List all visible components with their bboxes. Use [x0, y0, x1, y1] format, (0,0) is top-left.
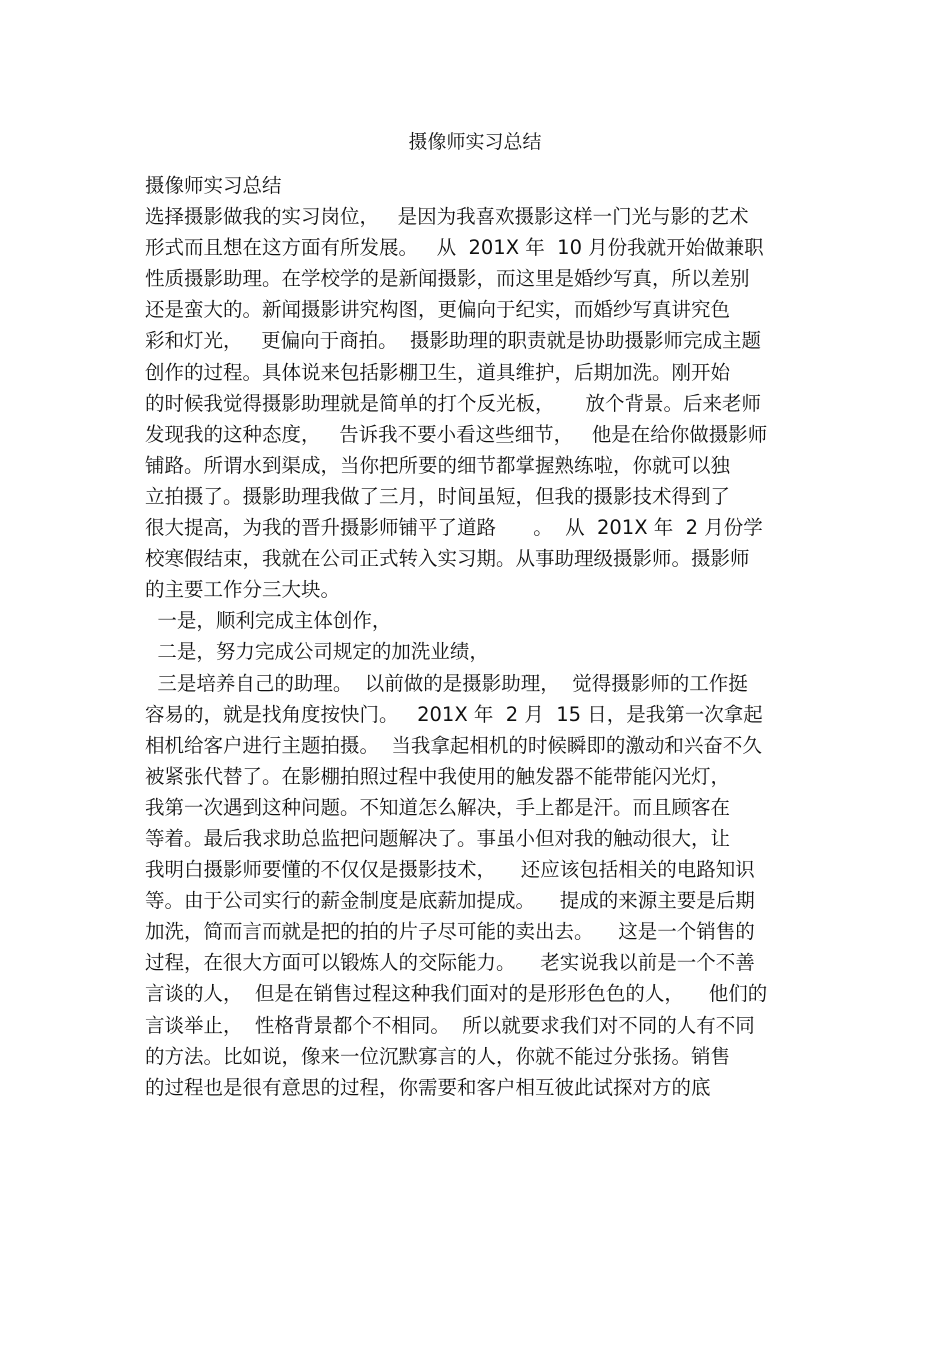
text-line: 的主要工作分三大块。 [145, 578, 341, 602]
text-line: 的过程也是很有意思的过程，你需要和客户相互彼此试探对方的底 [145, 1075, 711, 1099]
text-line: 校寒假结束，我就在公司正式转入实习期。从事助理级摄影师。摄影师 [145, 547, 750, 571]
text-line: 我明白摄影师要懂的不仅仅是摄影技术， 还应该包括相关的电路知识 [145, 858, 755, 882]
text-line: 言谈的人， 但是在销售过程这种我们面对的是形形色色的人， 他们的 [145, 982, 768, 1006]
text-line: 过程，在很大方面可以锻炼人的交际能力。 老实说我以前是一个不善 [145, 951, 755, 975]
text-line: 很大提高，为我的晋升摄影师铺平了道路 。 从 201X 年 2 月份学 [145, 516, 763, 540]
text-line: 彩和灯光， 更偏向于商拍。 摄影助理的职责就是协助摄影师完成主题 [145, 329, 761, 353]
document-title: 摄像师实习总结 [408, 131, 542, 153]
text-line: 创作的过程。具体说来包括影棚卫生，道具维护，后期加洗。刚开始 [145, 360, 731, 384]
text-line: 的方法。比如说，像来一位沉默寡言的人，你就不能过分张扬。销售 [145, 1044, 731, 1068]
text-line: 加洗，简而言而就是把的拍的片子尽可能的卖出去。 这是一个销售的 [145, 920, 755, 944]
text-line: 等着。最后我求助总监把问题解决了。事虽小但对我的触动很大，让 [145, 826, 731, 850]
text-line: 发现我的这种态度， 告诉我不要小看这些细节， 他是在给你做摄影师 [145, 422, 768, 446]
text-line: 还是蛮大的。新闻摄影讲究构图，更偏向于纪实，而婚纱写真讲究色 [145, 298, 731, 322]
text-line: 被紧张代替了。在影棚拍照过程中我使用的触发器不能带能闪光灯， [145, 764, 731, 788]
text-line: 一是，顺利完成主体创作， [145, 609, 392, 633]
text-line: 容易的，就是找角度按快门。 201X 年 2 月 15 日，是我第一次拿起 [145, 702, 763, 726]
text-line: 三是培养自己的助理。 以前做的是摄影助理， 觉得摄影师的工作挺 [145, 671, 748, 695]
text-line: 的时候我觉得摄影助理就是简单的打个反光板， 放个背景。后来老师 [145, 391, 761, 415]
text-line: 立拍摄了。摄影助理我做了三月，时间虽短，但我的摄影技术得到了 [145, 484, 731, 508]
text-line: 铺路。所谓水到渠成，当你把所要的细节都掌握熟练啦，你就可以独 [145, 453, 731, 477]
document-body [145, 170, 815, 1103]
text-line: 相机给客户进行主题拍摄。 当我拿起相机的时候瞬即的激动和兴奋不久 [145, 733, 762, 757]
text-line: 等。由于公司实行的薪金制度是底薪加提成。 提成的来源主要是后期 [145, 889, 755, 913]
text-line: 我第一次遇到这种问题。不知道怎么解决，手上都是汗。而且顾客在 [145, 795, 731, 819]
text-line: 摄像师实习总结 [145, 174, 282, 197]
text-line: 二是，努力完成公司规定的加洗业绩， [145, 640, 489, 664]
text-line: 言谈举止， 性格背景都个不相同。 所以就要求我们对不同的人有不同 [145, 1013, 755, 1037]
text-line: 形式而且想在这方面有所发展。 从 201X 年 10 月份我就开始做兼职 [145, 236, 764, 260]
text-line: 性质摄影助理。在学校学的是新闻摄影，而这里是婚纱写真，所以差别 [145, 267, 750, 291]
text-line: 选择摄影做我的实习岗位， 是因为我喜欢摄影这样一门光与影的艺术 [145, 205, 749, 229]
